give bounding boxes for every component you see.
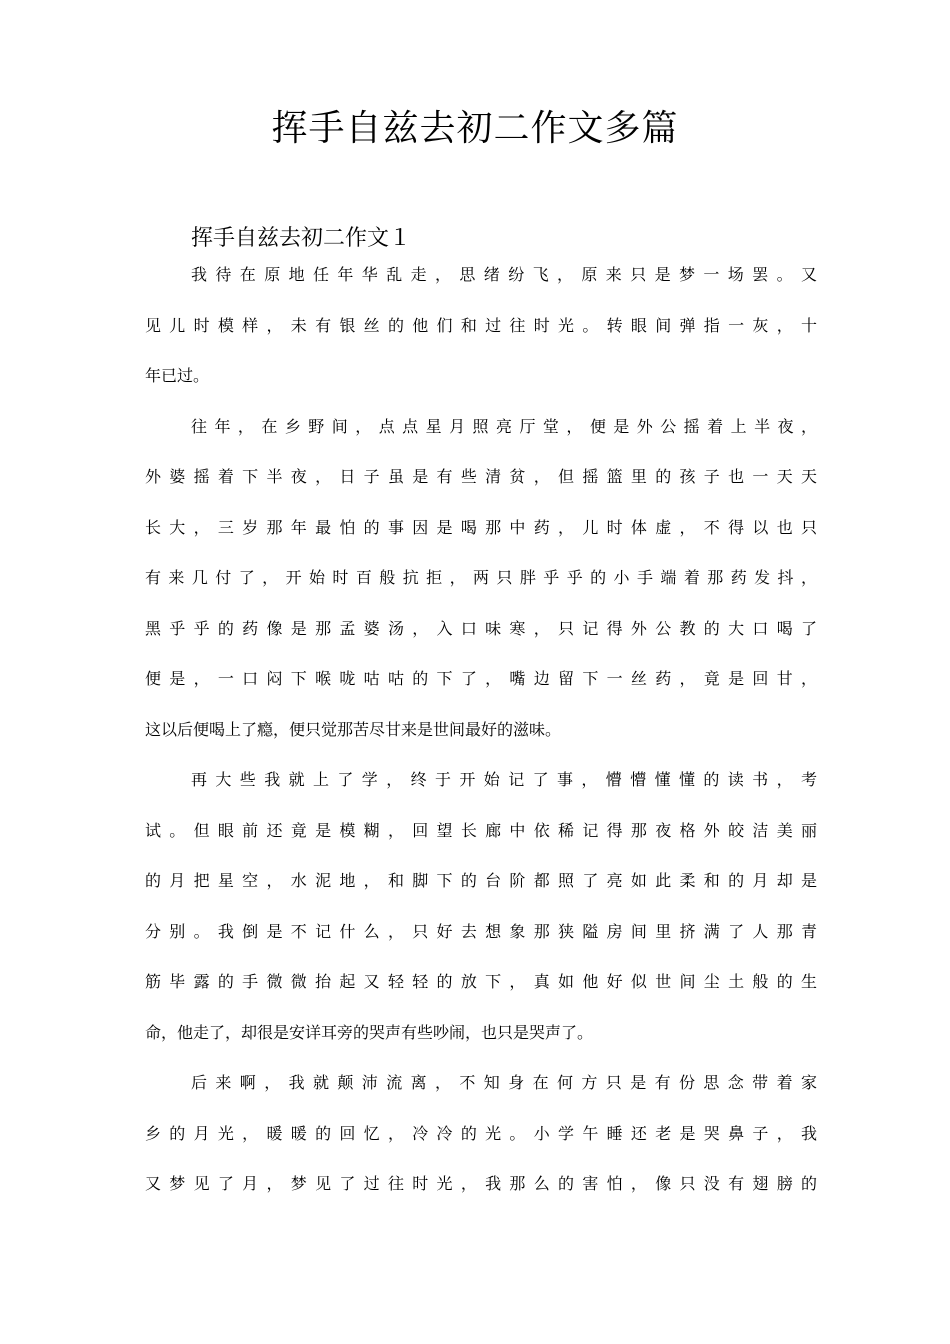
paragraph-line: 后来啊，我就颠沛流离，不知身在何方只是有份思念带着家	[191, 1073, 817, 1092]
paragraph-3	[145, 767, 817, 1070]
paragraph-4	[145, 1070, 817, 1222]
paragraph-line: 我待在原地任年华乱走，思绪纷飞，原来只是梦一场罢。又	[191, 265, 817, 284]
paragraph-2	[145, 414, 817, 768]
paragraph-line: 有来几付了，开始时百般抗拒，两只胖乎乎的小手端着那药发抖，	[145, 568, 817, 587]
paragraph-line: 筋毕露的手微微抬起又轻轻的放下，真如他好似世间尘土般的生	[145, 972, 817, 991]
paragraph-line: 这以后便喝上了瘾，便只觉那苦尽甘来是世间最好的滋味。	[145, 719, 562, 739]
paragraph-line: 的月把星空，水泥地，和脚下的台阶都照了亮如此柔和的月却是	[145, 871, 817, 890]
paragraph-line: 往年，在乡野间，点点星月照亮厅堂，便是外公摇着上半夜，	[191, 416, 817, 436]
paragraph-line: 再大些我就上了学，终于开始记了事，懵懵懂懂的读书，考	[191, 770, 817, 789]
paragraph-line: 试。但眼前还竟是模糊，回望长廊中依稀记得那夜格外皎洁美丽	[145, 820, 817, 840]
section-heading: 挥手自兹去初二作文１	[191, 226, 412, 251]
paragraph-line: 分别。我倒是不记什么，只好去想象那狭隘房间里挤满了人那青	[145, 921, 817, 941]
paragraph-line: 又梦见了月，梦见了过往时光，我那么的害怕，像只没有翅膀的	[145, 1174, 817, 1193]
document-body	[145, 216, 817, 1222]
paragraph-line: 便是，一口闷下喉咙咕咕的下了，嘴边留下一丝药，竟是回甘，	[145, 669, 817, 688]
paragraph-line: 见儿时模样，未有银丝的他们和过往时光。转眼间弹指一灰，十	[145, 315, 817, 335]
document-title: 挥手自兹去初二作文多篇	[271, 108, 679, 149]
paragraph-line: 乡的月光，暖暖的回忆，冷冷的光。小学午睡还老是哭鼻子，我	[145, 1123, 817, 1143]
paragraph-line: 外婆摇着下半夜，日子虽是有些清贫，但摇篮里的孩子也一天天	[145, 467, 817, 486]
paragraph-line: 命，他走了，却很是安详耳旁的哭声有些吵闹，也只是哭声了。	[145, 1022, 594, 1042]
paragraph-1	[145, 262, 817, 414]
paragraph-line: 黑乎乎的药像是那孟婆汤，入口味寒，只记得外公教的大口喝了	[145, 618, 817, 638]
paragraph-line: 年已过。	[145, 366, 210, 385]
paragraph-line: 长大，三岁那年最怕的事因是喝那中药，儿时体虚，不得以也只	[145, 517, 817, 537]
